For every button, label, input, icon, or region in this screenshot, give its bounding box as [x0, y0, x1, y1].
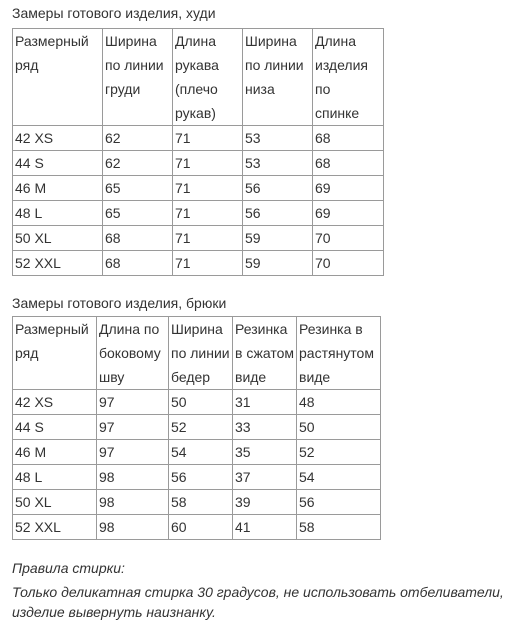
- table-cell: 53: [243, 151, 313, 176]
- table-row: [13, 251, 384, 276]
- table-cell: 42 XS: [13, 390, 97, 415]
- table-cell: 58: [169, 490, 233, 515]
- table-cell: 41: [233, 515, 297, 540]
- table-cell: 68: [313, 151, 384, 176]
- table-cell: 97: [97, 440, 169, 465]
- table-row: [13, 126, 384, 151]
- table-cell: 56: [169, 465, 233, 490]
- table-cell: 56: [243, 176, 313, 201]
- table-cell: 71: [173, 151, 243, 176]
- table-row: [13, 415, 381, 440]
- table-cell: 71: [173, 201, 243, 226]
- table-cell: 46 M: [13, 176, 103, 201]
- table-cell: 42 XS: [13, 126, 103, 151]
- pants-size-table: [12, 316, 381, 540]
- table-row: [13, 226, 384, 251]
- table-cell: 56: [243, 201, 313, 226]
- table-cell: 65: [103, 201, 173, 226]
- table-cell: 97: [97, 415, 169, 440]
- table-cell: 56: [297, 490, 381, 515]
- table-cell: 59: [243, 226, 313, 251]
- table-cell: 65: [103, 176, 173, 201]
- header-cell: Ширина по линии низа: [243, 29, 313, 126]
- table-row: [13, 201, 384, 226]
- table-cell: 60: [169, 515, 233, 540]
- table-cell: 46 M: [13, 440, 97, 465]
- table-cell: 35: [233, 440, 297, 465]
- table-cell: 98: [97, 515, 169, 540]
- table-cell: 54: [169, 440, 233, 465]
- care-title: Правила стирки:: [12, 560, 125, 576]
- pants-table-caption: Замеры готового изделия, брюки: [12, 295, 227, 311]
- table-cell: 71: [173, 176, 243, 201]
- header-cell: Резинка в растянутом виде: [297, 317, 381, 390]
- header-cell: Длина рукава (плечо рукав): [173, 29, 243, 126]
- table-cell: 71: [173, 226, 243, 251]
- care-text-line: Только деликатная стирка 30 градусов, не использовать отбеливатели,: [12, 584, 504, 600]
- header-cell: Ширина по линии бедер: [169, 317, 233, 390]
- table-row: [13, 151, 384, 176]
- table-cell: 59: [243, 251, 313, 276]
- table-cell: 68: [313, 126, 384, 151]
- table-cell: 68: [103, 226, 173, 251]
- hoodie-table-caption: Замеры готового изделия, худи: [12, 5, 216, 21]
- table-cell: 70: [313, 251, 384, 276]
- table-cell: 52: [169, 415, 233, 440]
- table-cell: 44 S: [13, 151, 103, 176]
- table-row: [13, 490, 381, 515]
- table-cell: 37: [233, 465, 297, 490]
- header-cell: Ширина по линии груди: [103, 29, 173, 126]
- table-cell: 50: [297, 415, 381, 440]
- table-cell: 71: [173, 126, 243, 151]
- table-cell: 98: [97, 490, 169, 515]
- table-row: [13, 465, 381, 490]
- header-cell: Длина по боковому шву: [97, 317, 169, 390]
- table-cell: 54: [297, 465, 381, 490]
- table-cell: 62: [103, 151, 173, 176]
- care-text-line: изделие вывернуть наизнанку.: [12, 604, 216, 620]
- table-cell: 39: [233, 490, 297, 515]
- table-cell: 50 XL: [13, 226, 103, 251]
- header-cell: Размерный ряд: [13, 317, 97, 390]
- table-cell: 68: [103, 251, 173, 276]
- table-cell: 52: [297, 440, 381, 465]
- table-cell: 62: [103, 126, 173, 151]
- table-cell: 31: [233, 390, 297, 415]
- table-cell: 52 XXL: [13, 251, 103, 276]
- header-cell: Размерный ряд: [13, 29, 103, 126]
- table-cell: 98: [97, 465, 169, 490]
- table-cell: 44 S: [13, 415, 97, 440]
- header-cell: Резинка в сжатом виде: [233, 317, 297, 390]
- table-cell: 48 L: [13, 201, 103, 226]
- table-cell: 97: [97, 390, 169, 415]
- table-row: [13, 515, 381, 540]
- table-row: [13, 440, 381, 465]
- table-cell: 58: [297, 515, 381, 540]
- table-cell: 50 XL: [13, 490, 97, 515]
- table-header-row: [13, 29, 384, 126]
- hoodie-size-table: [12, 28, 384, 276]
- table-cell: 53: [243, 126, 313, 151]
- header-cell: Длина изделия по спинке: [313, 29, 384, 126]
- table-cell: 33: [233, 415, 297, 440]
- table-header-row: [13, 317, 381, 390]
- table-cell: 71: [173, 251, 243, 276]
- table-cell: 69: [313, 201, 384, 226]
- table-cell: 50: [169, 390, 233, 415]
- table-cell: 52 XXL: [13, 515, 97, 540]
- table-cell: 48: [297, 390, 381, 415]
- table-row: [13, 176, 384, 201]
- table-cell: 70: [313, 226, 384, 251]
- table-cell: 48 L: [13, 465, 97, 490]
- table-row: [13, 390, 381, 415]
- table-cell: 69: [313, 176, 384, 201]
